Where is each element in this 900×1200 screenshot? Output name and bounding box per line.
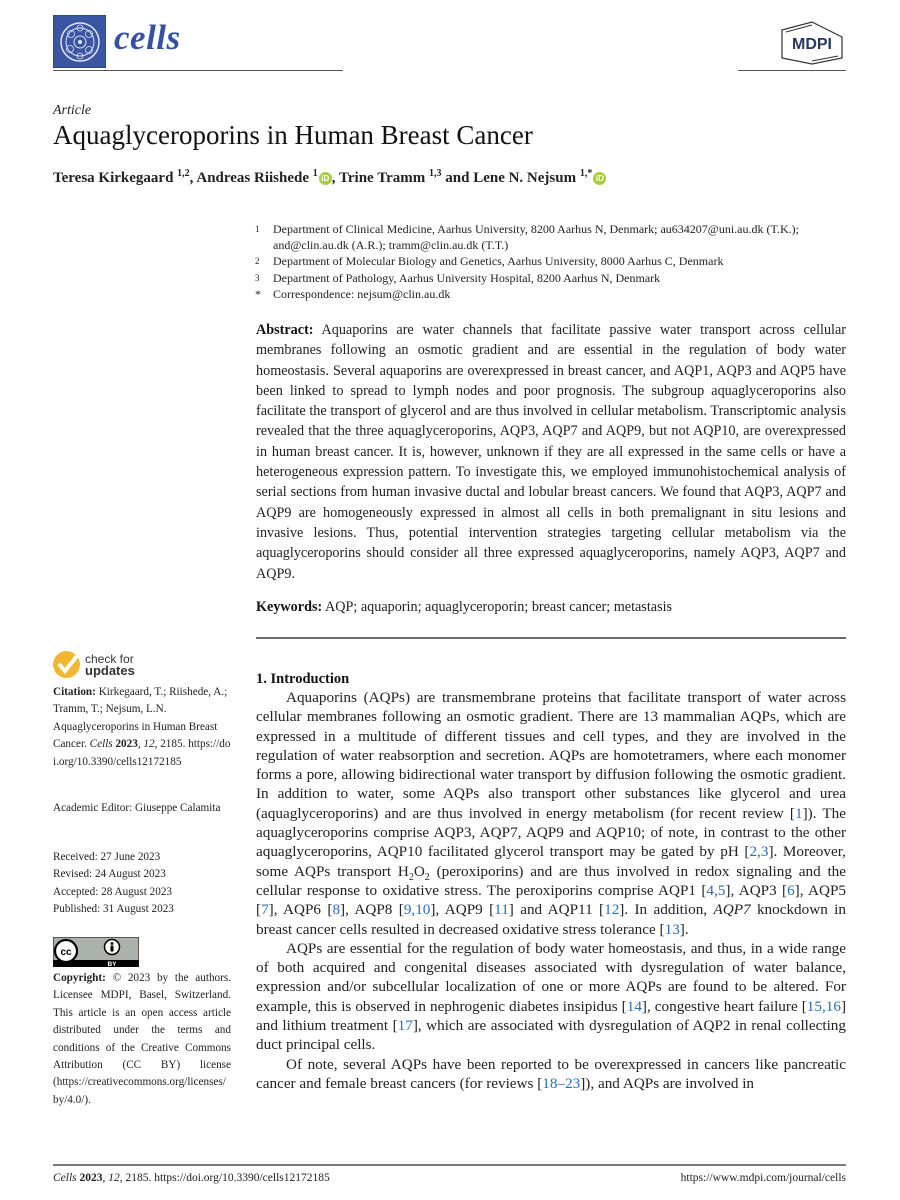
date-revised: Revised: 24 August 2023 [53, 868, 166, 881]
correspondence-text[interactable]: Correspondence: nejsum@clin.au.dk [273, 286, 451, 301]
affiliation-text: Department of Clinical Medicine, Aarhus University, 8200 Aarhus N, Denmark; au634207@uni.au.dk (T.K.); and@clin.au.dk (A.R.); tramm@clin.au.dk (T.T.) [273, 222, 799, 253]
header-divider-right [738, 70, 846, 71]
cc-by-license-badge[interactable] [53, 937, 139, 967]
affiliation-item [255, 253, 855, 269]
abstract-divider [256, 637, 846, 639]
journal-logo[interactable] [53, 15, 106, 68]
footer-citation: Cells 2023, 12, 2185. https://doi.org/10.3390/cells12172185 [53, 1172, 330, 1184]
orcid-icon[interactable]: iD [593, 172, 606, 185]
citation-journal: Cells [89, 738, 113, 751]
affiliations [255, 221, 855, 302]
author-name[interactable]: Andreas Riishede [196, 170, 310, 186]
affiliation-mark: * [255, 286, 261, 301]
footer-journal-url[interactable]: https://www.mdpi.com/journal/cells [680, 1172, 846, 1184]
reference-link[interactable]: 15,16 [806, 997, 841, 1015]
keywords-label: Keywords: [256, 599, 323, 615]
author-separator: , [189, 170, 197, 186]
section-heading: 1. Introduction [256, 671, 350, 687]
reference-link[interactable]: 8 [332, 901, 341, 919]
date-received: Received: 27 June 2023 [53, 851, 161, 863]
footer-divider [53, 1164, 846, 1166]
author-affiliation: 1,2 [177, 168, 190, 179]
citation-label: Citation: [53, 686, 96, 698]
reference-link[interactable]: 4,5 [706, 881, 726, 899]
affiliation-item [255, 221, 855, 253]
footer-journal: Cells [53, 1172, 77, 1184]
header-divider-left [53, 70, 343, 71]
svg-text:BY: BY [107, 961, 117, 967]
author-list [53, 168, 606, 188]
journal-name[interactable]: cells [114, 18, 181, 57]
check-updates-icon [53, 651, 80, 678]
author-affiliation: 1,3 [429, 168, 442, 179]
reference-link[interactable]: 2,3 [749, 843, 769, 861]
reference-link[interactable]: 14 [626, 997, 642, 1015]
subscript: 2 [424, 871, 430, 883]
copyright-text: © 2023 by the authors. Licensee MDPI, Basel, Switzerland. This article is an open access article distributed under the terms and conditions of the Creative Commons Attribution (CC BY) license (https://creativecommons.org/licenses/by/4.0/). [53, 972, 232, 1106]
affiliation-text: Department of Molecular Biology and Genetics, Aarhus University, 8000 Aarhus C, Denmark [273, 254, 724, 269]
paragraph: AQPs are essential for the regulation of body water homeostasis, and thus, in a wide range of both acquired and congenital diseases associated with dysregulation of water balance, expression and/or subcellular localization of one or more AQPs are found to be altered. For example, this is observed in nephrogenic diabetes insipidus [14], congestive heart failure [15,16] and lithium treatment [17], which are associated with dysregulation of AQP2 in renal collecting duct principal cells. [256, 939, 846, 1054]
cells-sphere-icon [58, 20, 102, 64]
publication-dates [53, 849, 231, 919]
copyright-label: Copyright: [53, 972, 106, 984]
author-affiliation: 1,* [579, 168, 593, 179]
affiliation-item [255, 270, 855, 286]
body-text [256, 688, 846, 1093]
author-name[interactable]: Trine Tramm [339, 170, 426, 186]
gene-name: AQP7 [713, 901, 751, 919]
svg-text:cc: cc [60, 947, 72, 958]
article-title: Aquaglyceroporins in Human Breast Cancer [53, 120, 533, 150]
check-updates-line1: check for [85, 651, 134, 666]
reference-link[interactable]: 17 [397, 1017, 413, 1035]
author-name[interactable]: Lene N. Nejsum [473, 170, 577, 186]
paragraph: Aquaporins (AQPs) are transmembrane proteins that facilitate transport of water across cellular membranes following an osmotic gradient. There are 13 mammalian AQPs, which are expressed in a multitude of different tissues and cell types, and they are involved in the regulation of water reabsorption and secretion. AQPs are homotetramers, where each monomer forms a pore, allowing bidirectional water transport by diffusion following the osmotic gradient. In addition to water, some AQPs also transport other substances like glycerol and urea (aquaglyceroporins) and are thus involved in energy metabolism (for recent review [1]). The aquaglyceroporins comprise AQP3, AQP7, AQP9 and AQP10; of note, in contrast to the other aquaglyceroporins, AQP10 facilitated glycerol transport may be gated by pH [2,3]. Moreover, some AQPs transport $H_2O_2$ (peroxiporins) and are thus involved in redox signaling and the cellular response to oxidative stress. The peroxiporins comprise AQP1 [4,5], AQP3 [6], AQP5 [7], AQP6 [8], AQP8 [9,10], AQP9 [11] and AQP11 [12]. In addition, AQP7 knockdown in breast cancer cells resulted in decreased oxidative stress tolerance [13]. [256, 689, 846, 938]
footer-doi-link[interactable]: , 2185. https://doi.org/10.3390/cells12172185 [119, 1172, 330, 1184]
citation-volume: 12 [143, 738, 155, 751]
author-separator: , [331, 170, 339, 186]
article-type: Article [53, 103, 92, 118]
affiliation-item [255, 286, 855, 302]
reference-link[interactable]: 1 [794, 804, 803, 822]
date-published: Published: 31 August 2023 [53, 903, 174, 916]
keywords [256, 597, 846, 617]
reference-link[interactable]: 6 [787, 881, 795, 899]
affiliation-mark: 3 [255, 272, 260, 283]
affiliation-mark: 1 [255, 224, 260, 234]
affiliation-mark: 2 [255, 256, 260, 267]
subscript: 2 [408, 871, 414, 883]
check-for-updates-button[interactable] [53, 651, 135, 678]
reference-link[interactable]: 7 [261, 901, 269, 919]
abstract-label: Abstract: [256, 322, 314, 338]
abstract [256, 320, 846, 584]
author-name[interactable]: Teresa Kirkegaard [53, 170, 174, 186]
citation: Citation: Kirkegaard, T.; Riishede, A.; Tramm, T.; Nejsum, L.N. Aquaglyceroporins in Human Breast Cancer. Cells 2023, 12, 2185. https://doi.org/10.3390/cells12172185 [53, 686, 231, 768]
orcid-icon[interactable]: iD [319, 172, 332, 185]
author-separator: and [441, 170, 474, 186]
mdpi-logo-text: MDPI [792, 36, 832, 53]
copyright-notice [53, 970, 231, 1109]
date-accepted: Accepted: 28 August 2023 [53, 885, 173, 898]
citation-text: Kirkegaard, T.; Riishede, A.; Tramm, T.; Nejsum, L.N. Aquaglyceroporins in Human Breast Cancer. [53, 686, 228, 751]
author-affiliation: 1 [312, 168, 318, 179]
check-updates-line2: updates [85, 662, 135, 678]
keywords-text: AQP; aquaporin; aquaglyceroporin; breast cancer; metastasis [324, 599, 673, 615]
reference-link[interactable]: 9,10 [403, 901, 431, 919]
citation-pages: 2185. [160, 738, 186, 751]
reference-link[interactable]: 13 [664, 920, 680, 938]
paragraph: Of note, several AQPs have been reported to be overexpressed in cancers like pancreatic cancer and female breast cancers (for reviews [18–23]), and AQPs are involved in [256, 1055, 846, 1092]
mdpi-logo[interactable] [778, 20, 846, 66]
reference-link[interactable]: 12 [604, 901, 620, 919]
footer-volume: 12 [108, 1172, 120, 1184]
affiliation-text: Department of Pathology, Aarhus University Hospital, 8200 Aarhus N, Denmark [273, 270, 661, 285]
academic-editor: Academic Editor: Giuseppe Calamita [53, 802, 221, 814]
citation-doi-link[interactable]: https://doi.org/10.3390/cells12172185 [53, 738, 231, 768]
reference-link[interactable]: 11 [494, 901, 509, 919]
citation-year: 2023 [115, 738, 138, 751]
footer-year: 2023 [79, 1172, 103, 1184]
abstract-text: Aquaporins are water channels that facilitate passive water transport across cellular membranes following an osmotic gradient and are essential in the regulation of body water homeostasis. Several aquaporins are overexpressed in breast cancer, and AQP1, AQP3 and AQP5 have been linked to spread to lymph nodes and poor prognosis. The subgroup aquaglyceroporins also facilitate the transport of glycerol and are thus involved in cellular metabolism. Transcriptomic analysis revealed that the three aquaglyceroporins, AQP3, AQP7 and AQP9, but not AQP10, are overexpressed in human breast cancer. It is, however, unknown if they are all expressed in the same cells or have a heterogeneous expression pattern. To investigate this, we employed immunohistochemical analysis of serial sections from human invasive ductal and lobular breast cancers. We found that AQP3, AQP7 and AQP9 are homogeneously expressed in almost all cells in both premalignant in situ lesions and invasive lesions. Thus, potential intervention strategies targeting cellular metabolism via the aquaglyceroporins should consider all three expressed aquaglyceroporins, namely AQP3, AQP7 and AQP9. [256, 322, 847, 582]
reference-link[interactable]: 18–23 [542, 1074, 581, 1092]
